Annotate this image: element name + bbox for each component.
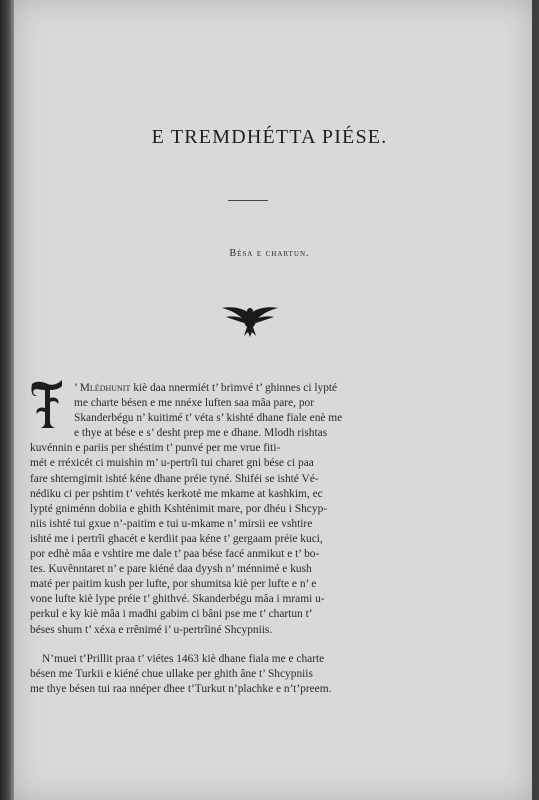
paragraph-1-line: perkul e ky kiè mâa i madhi gabim ci bâni pse me t’ chartun t’ (30, 608, 313, 621)
body-text (30, 381, 498, 697)
paragraph-1-line: maté per paitim kush per lufte, por shumitsa kiè per lufte e n’ e (30, 578, 317, 591)
paragraph-1-line: béses shum t’ xéxa e rrênimé i’ u-pertrîiné Shcypniis. (30, 623, 273, 636)
paragraph-2-line: me thye bésen tui raa nnéper dhee t’Turkut n’plachke e n’t’preem. (30, 682, 332, 695)
title-divider (228, 200, 268, 201)
eagle-ornament-icon (220, 304, 280, 338)
paragraph-1-line: e thye at bése e s’ desht prep me e dhane. Mlodh rishtas (74, 427, 328, 440)
paragraph-1-line: me charte bésen e me nnéxe luften saa mâa pare, por (74, 397, 315, 410)
paragraph-1-line: fare shterngimit ishté kéne dhane préie tyné. Shiféi se ishté Vé- (30, 472, 319, 485)
paragraph-1-line: kuvénnin e pariis per shéstim t’ punvé per me vrue fiti- (30, 442, 281, 455)
paragraph-1-line: tes. Kuvênntaret n’ e pare kiéné daa dyysh n’ ménnimé e kush (30, 563, 312, 576)
paragraph-1-line: nédiku ci per pshtim t’ vehtés kerkoté me mkame at kashkim, ec (30, 487, 323, 500)
chapter-title: E TREMDHÉTTA PIÉSE. (151, 126, 388, 148)
paragraph-1-line: lypté gniménn dobiia e ghith Kshténimit mare, por dhéu i Shcyp- (30, 502, 328, 515)
paragraph-1-line: mét e rréxicét ci muishin m’ u-pertrîi tui charet gni bése ci paa (30, 457, 314, 470)
paragraph-1-line: vone lufte kiè lype préie t’ ghithvé. Skanderbégu mâa i mrami u- (30, 593, 325, 606)
paragraph-1-line: niis ishté tui gxue n’-paitim e tui u-mkame n’ mirsii ee vshtire (30, 517, 313, 530)
paragraph-1-line: Skanderbégu n’ kuitimé t’ véta s’ kishté dhane fiale enè me (74, 412, 343, 425)
paragraph-1-line: ’ Mlédhunit kiè daa nnermiét t’ brimvé t’ ghinnes ci lypté (74, 382, 338, 394)
paragraph-2-line: N’muei t’Prillit praa t’ viétes 1463 kiè dhane fiala me e charte (42, 652, 325, 665)
paragraph-2-line: bésen me Turkii e kiéné chue ullake per ghith âne t’ Shcypniis (30, 667, 313, 680)
lead-word: ’ Mlédhunit (74, 382, 131, 394)
chapter-subtitle: Bésa e chartun. (229, 248, 310, 259)
paragraph-1-line: por edhè mâa e vshtire me dale t’ paa bése facé anmikut e t’ bo- (30, 548, 320, 561)
paragraph-1-line: ishté me i pertrîi ghacét e kerdiit paa kéne t’ gergaam préie kuci, (30, 532, 323, 545)
book-spine-shadow (0, 0, 14, 800)
